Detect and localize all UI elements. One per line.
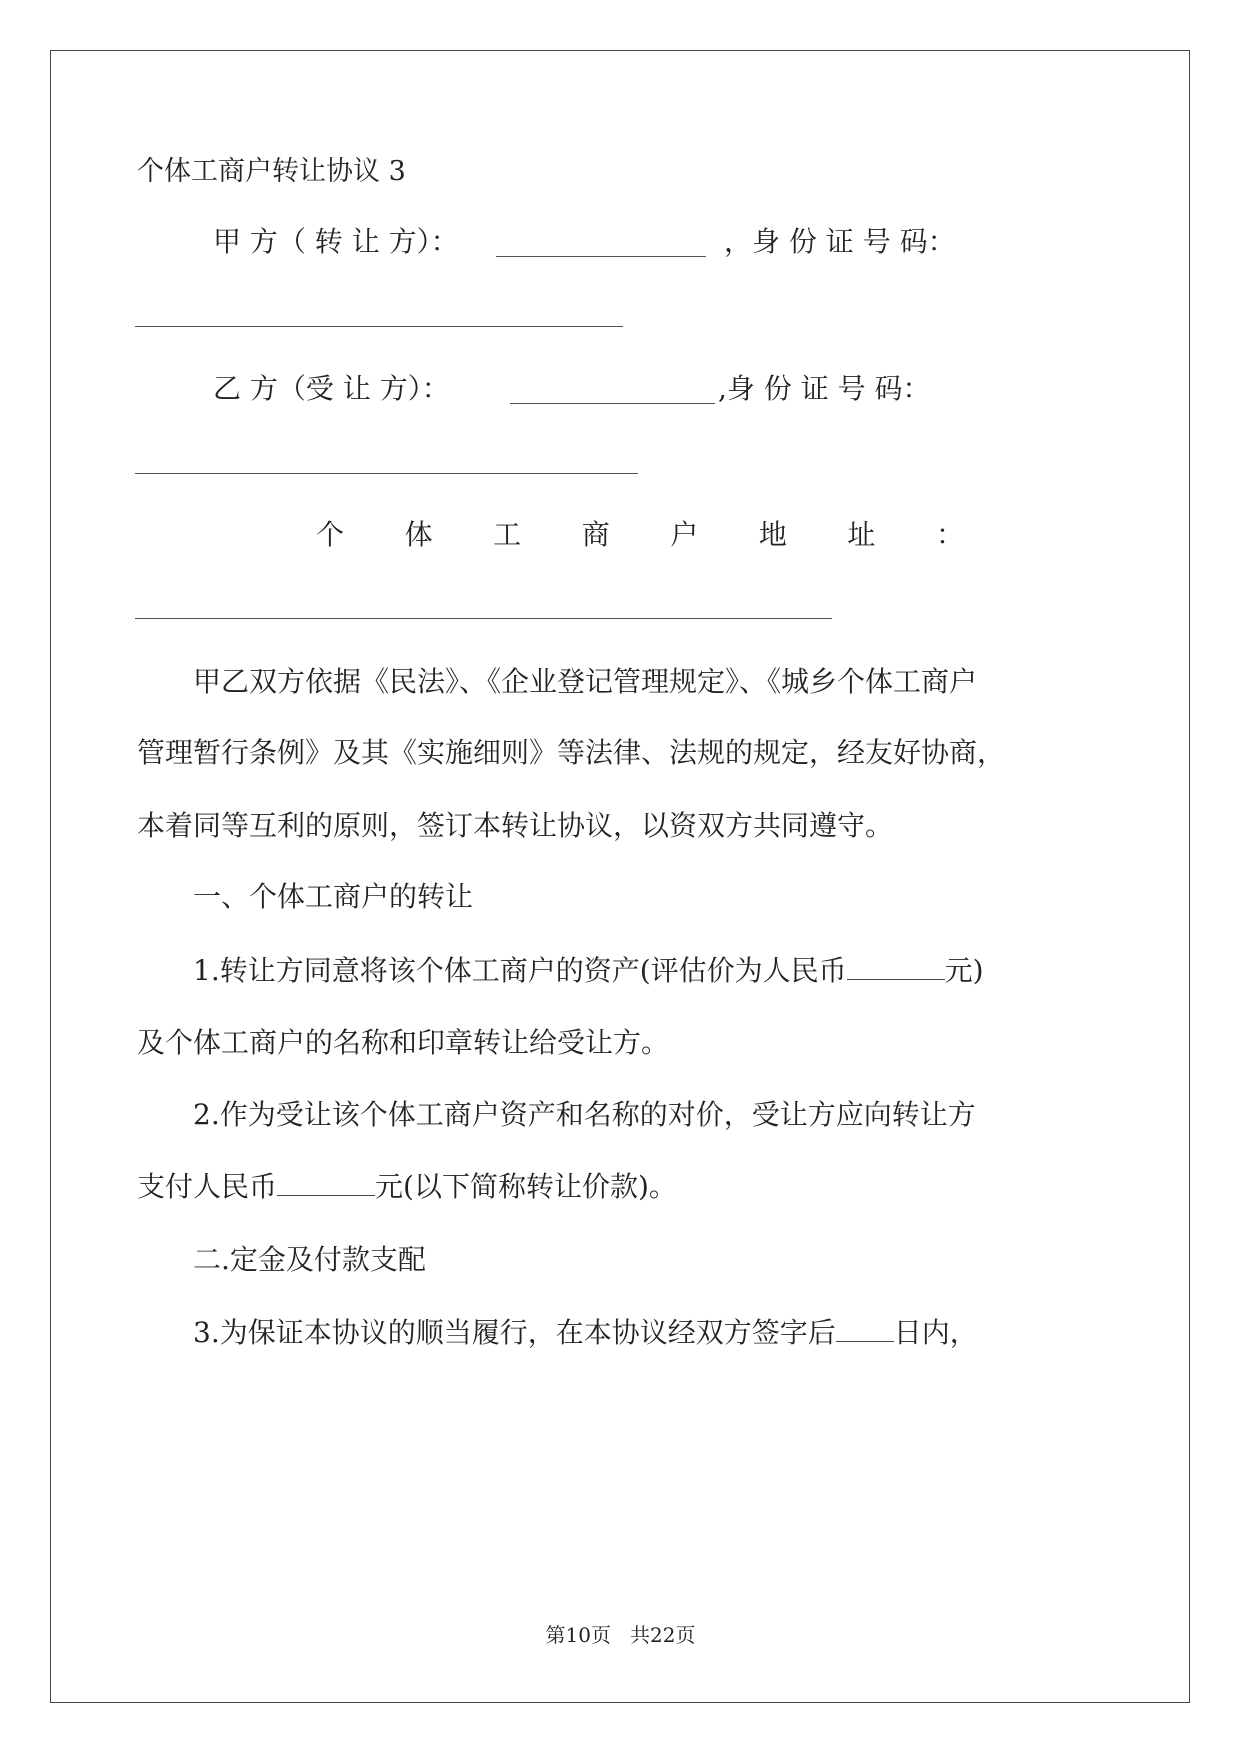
item-3-text: 3.为保证本协议的顺当履行，在本协议经双方签字后 — [193, 1316, 836, 1349]
section-heading: 二.定金及付款支配 — [193, 1243, 426, 1276]
address-char: 个 — [316, 518, 345, 551]
address-char: 工 — [493, 518, 522, 551]
party-a-label: 甲 方（ 转 让 方）： — [213, 225, 459, 258]
party-a-id-label: ，身 份 证 号 码： — [724, 225, 956, 258]
section-heading: 一、个体工商户的转让 — [193, 880, 474, 913]
party-b-line — [213, 369, 450, 409]
address-char: 址 — [847, 518, 876, 551]
item-1-text: 1.转让方同意将该个体工商户的资产(评估价为人民币 — [193, 954, 847, 987]
party-a-id-line — [724, 222, 956, 262]
address-char: 地 — [758, 518, 787, 551]
party-b-id-label: ,身 份 证 号 码： — [718, 372, 931, 405]
page-footer — [0, 1621, 1241, 1649]
document-title: 个体工商户转让协议 3 — [137, 156, 406, 187]
days-blank — [836, 1315, 894, 1342]
party-b-label: 乙 方（受 让 方）： — [213, 372, 450, 405]
item-1-line-1 — [193, 951, 984, 991]
address-char: 户 — [670, 518, 699, 551]
item-2-text: 支付人民币 — [137, 1170, 278, 1203]
address-char: ： — [935, 518, 964, 551]
item-2-line-1: 2.作为受让该个体工商户资产和名称的对价，受让方应向转让方 — [193, 1098, 976, 1131]
party-b-name-blank — [510, 403, 715, 404]
party-a-name-blank — [496, 256, 706, 257]
party-b-id-blank — [135, 473, 638, 474]
amount-blank — [847, 953, 945, 980]
party-b-id-line — [718, 369, 931, 409]
item-2-text-end: 元(以下简称转让价款)。 — [375, 1170, 677, 1203]
address-line — [316, 515, 964, 555]
amount-blank — [277, 1169, 375, 1196]
paragraph-line: 甲乙双方依据《民法》、《企业登记管理规定》、《城乡个体工商户 — [193, 665, 978, 698]
party-a-id-blank — [135, 326, 623, 327]
current-page: 第10页 — [545, 1623, 611, 1647]
address-char: 商 — [581, 518, 610, 551]
paragraph-line: 管理暂行条例》及其《实施细则》等法律、法规的规定，经友好协商， — [137, 736, 1006, 769]
paragraph-line: 本着同等互利的原则，签订本转让协议，以资双方共同遵守。 — [137, 809, 894, 842]
item-1-text-end: 元) — [944, 954, 984, 987]
party-a-line — [213, 222, 459, 262]
item-1-line-2: 及个体工商户的名称和印章转让给受让方。 — [137, 1026, 670, 1059]
item-3-text-end: 日内， — [893, 1316, 978, 1349]
address-char: 体 — [404, 518, 433, 551]
item-2-line-2 — [137, 1167, 677, 1207]
item-3-line-1 — [193, 1313, 978, 1353]
address-blank — [135, 618, 832, 619]
total-pages: 共22页 — [630, 1623, 696, 1647]
